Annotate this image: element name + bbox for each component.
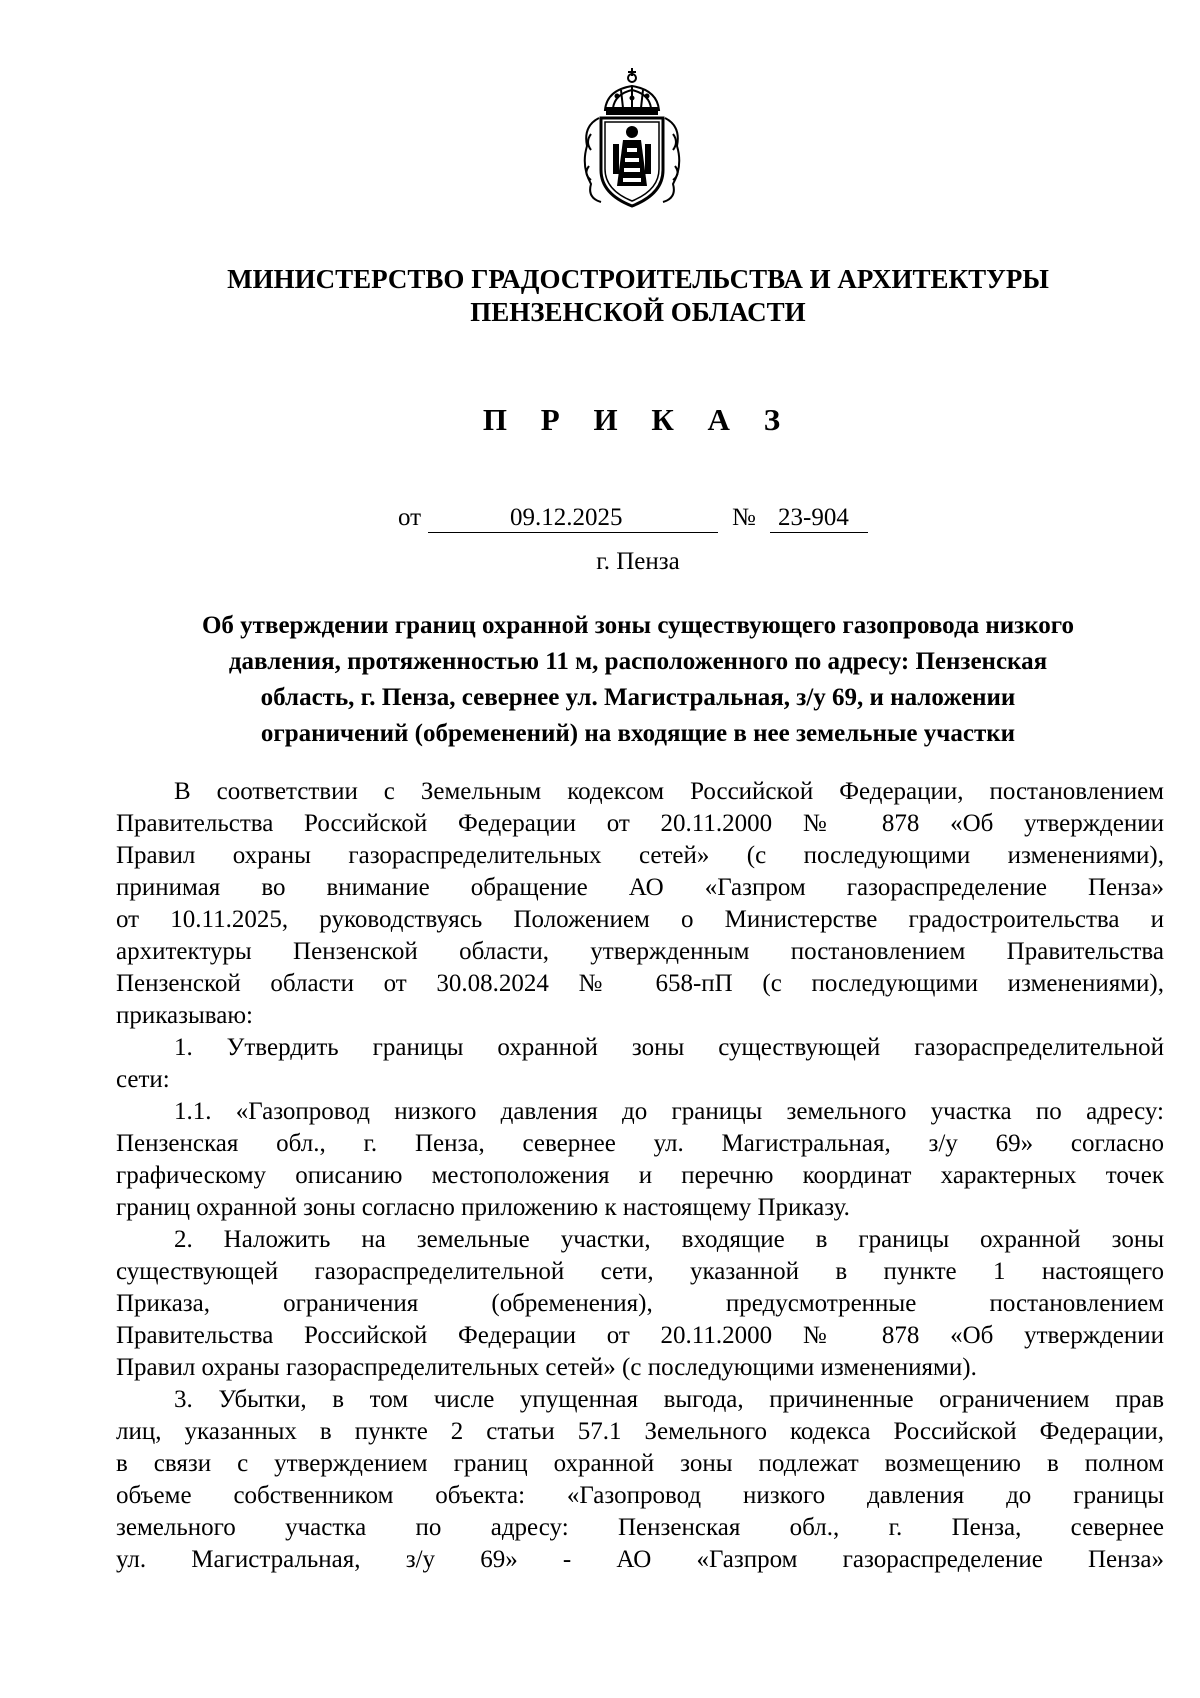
body-line: Правил охраны газораспределительных сетей» (с последующими изменениями),	[116, 842, 1164, 869]
body-line: Пензенской области от 30.08.2024 № 658-пП (с последующими изменениями),	[116, 970, 1164, 997]
coat-of-arms-icon	[577, 66, 687, 212]
body-line: ул. Магистральная, з/у 69» - АО «Газпром газораспределение Пенза»	[116, 1546, 1164, 1573]
number-prefix: №	[732, 504, 756, 531]
body-line: принимая во внимание обращение АО «Газпром газораспределение Пенза»	[116, 874, 1164, 901]
document-type-heading: П Р И К А З	[482, 402, 794, 437]
body-line: 2. Наложить на земельные участки, входящие в границы охранной зоны	[174, 1226, 1164, 1253]
body-line: Правил охраны газораспределительных сетей» (с последующими изменениями).	[116, 1354, 977, 1381]
body-line: существующей газораспределительной сети, указанной в пункте 1 настоящего	[116, 1258, 1164, 1285]
body-line: лиц, указанных в пункте 2 статьи 57.1 Земельного кодекса Российской Федерации,	[116, 1418, 1164, 1445]
body-line: графическому описанию местоположения и перечню координат характерных точек	[116, 1162, 1164, 1189]
ministry-name-line-1: МИНИСТЕРСТВО ГРАДОСТРОИТЕЛЬСТВА И АРХИТЕКТУРЫ	[227, 264, 1049, 294]
body-line: Пензенская обл., г. Пенза, севернее ул. Магистральная, з/у 69» согласно	[116, 1130, 1164, 1157]
title-line: ограничений (обременений) на входящие в нее земельные участки	[260, 720, 1016, 747]
document-date: 09.12.2025	[510, 504, 623, 531]
body-line: сети:	[116, 1066, 170, 1093]
body-line: В соответствии с Земельным кодексом Российской Федерации, постановлением	[174, 778, 1164, 805]
body-line: земельного участка по адресу: Пензенская обл., г. Пенза, севернее	[116, 1514, 1164, 1541]
ministry-name-line-2: ПЕНЗЕНСКОЙ ОБЛАСТИ	[470, 297, 806, 327]
document-number: 23-904	[778, 504, 849, 531]
body-line: объеме собственником объекта: «Газопровод низкого давления до границы	[116, 1482, 1164, 1509]
title-line: давления, протяженностью 11 м, расположенного по адресу: Пензенская	[228, 648, 1048, 675]
body-line: архитектуры Пензенской области, утвержденным постановлением Правительства	[116, 938, 1164, 965]
city-name: г. Пенза	[596, 548, 680, 575]
body-line: Правительства Российской Федерации от 20.11.2000 № 878 «Об утверждении	[116, 1322, 1164, 1349]
body-line: 1. Утвердить границы охранной зоны существующей газораспределительной	[174, 1034, 1164, 1061]
body-line: от 10.11.2025, руководствуясь Положением о Министерстве градостроительства и	[116, 906, 1164, 933]
body-line: Приказа, ограничения (обременения), предусмотренные постановлением	[116, 1290, 1164, 1317]
body-line: в связи с утверждением границ охранной зоны подлежат возмещению в полном	[116, 1450, 1164, 1477]
body-line: 1.1. «Газопровод низкого давления до границы земельного участка по адресу:	[174, 1098, 1164, 1125]
body-line: 3. Убытки, в том числе упущенная выгода, причиненные ограничением прав	[174, 1386, 1164, 1413]
title-line: область, г. Пенза, севернее ул. Магистральная, з/у 69, и наложении	[260, 684, 1016, 711]
body-line: приказываю:	[116, 1002, 253, 1029]
body-line: границ охранной зоны согласно приложению к настоящему Приказу.	[116, 1194, 850, 1221]
date-prefix: от	[398, 504, 422, 531]
title-line: Об утверждении границ охранной зоны существующего газопровода низкого	[201, 612, 1075, 639]
body-line: Правительства Российской Федерации от 20.11.2000 № 878 «Об утверждении	[116, 810, 1164, 837]
